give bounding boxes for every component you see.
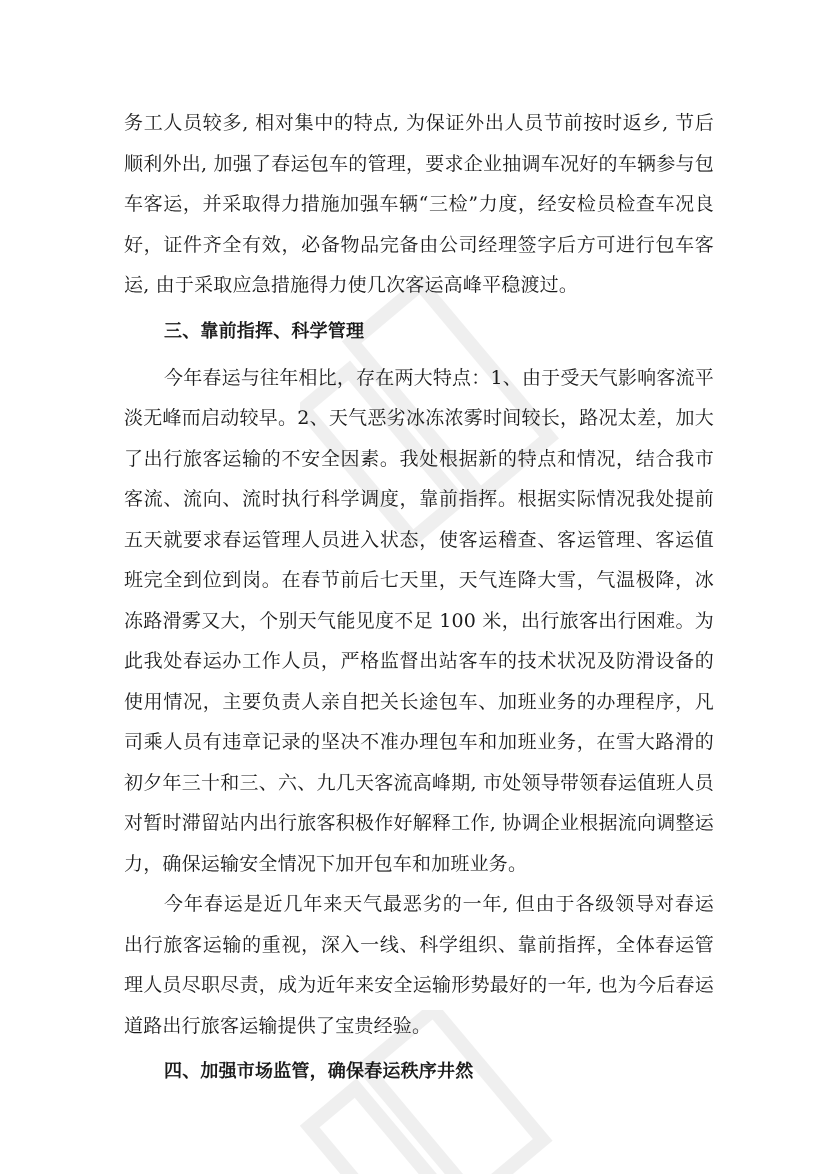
section-heading: 四、加强市场监管，确保春运秩序井然: [164, 1061, 474, 1082]
paragraph: 务工人员较多, 相对集中的特点, 为保证外出人员节前按时返乡, 节后顺利外出, 加强了春运包车的管理，要求企业抽调车况好的车辆参与包车客运，并采取得力措施加强车辆“三检”力度，经安检员检查车况良好，证件齐全有效，必备物品完备由公司经理签字后方可进行包车客运, 由于采取应急措施得力使几次客运高峰平稳渡过。: [124, 112, 714, 296]
paragraph: 今年春运是近几年来天气最恶劣的一年, 但由于各级领导对春运出行旅客运输的重视，深入一线、科学组织、靠前指挥，全体春运管理人员尽职尽责，成为近年来安全运输形势最好的一年, 也为今后春运道路出行旅客运输提供了宝贵经验。: [124, 893, 714, 1037]
section-heading: 三、靠前指挥、科学管理: [164, 320, 365, 342]
paragraph: 今年春运与往年相比，存在两大特点：1、由于受天气影响客流平淡无峰而启动较早。2、天气恶劣冰冻浓雾时间较长，路况太差，加大了出行旅客运输的不安全因素。我处根据新的特点和情况，结合我市客流、流向、流时执行科学调度，靠前指挥。根据实际情况我处提前五天就要求春运管理人员进入状态，使客运稽查、客运管理、客运值班完全到位到岗。在春节前后七天里，天气连降大雪，气温极降，冰冻路滑雾又大，个别天气能见度不足 100 米，出行旅客出行困难。为此我处春运办工作人员，严格监督出站客车的技术状况及防滑设备的使用情况，主要负责人亲自把关长途包车、加班业务的办理程序，凡司乘人员有违章记录的坚决不准办理包车和加班业务，在雪大路滑的初夕年三十和三、六、九几天客流高峰期, 市处领导带领春运值班人员对暂时滞留站内出行旅客积极作好解释工作, 协调企业根据流向调整运力，确保运输安全情况下加开包车和加班业务。: [124, 366, 714, 875]
document-body: [124, 103, 714, 1098]
